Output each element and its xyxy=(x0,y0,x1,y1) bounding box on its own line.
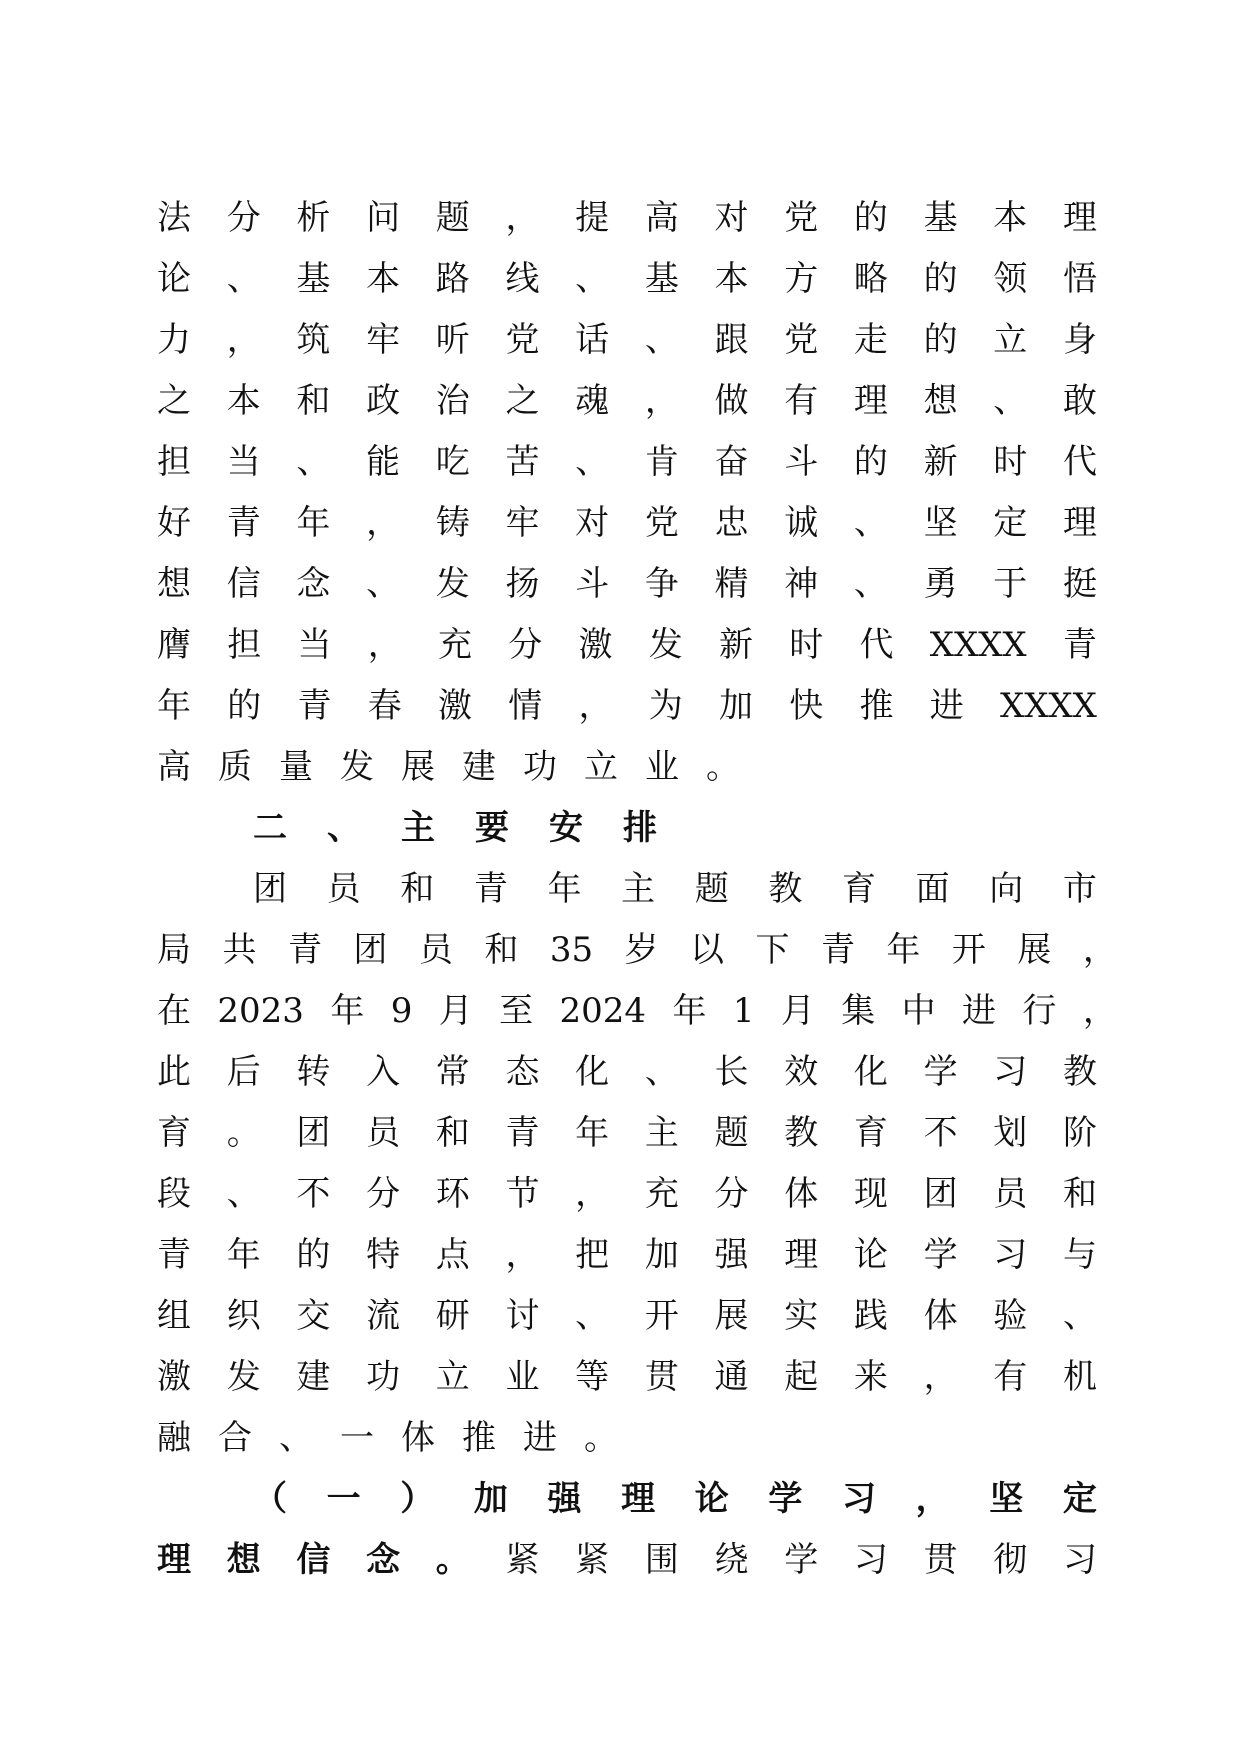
text-line: 膺 担 当 ， 充 分 激 发 新 时 代 XXXX 青 xyxy=(157,625,1097,665)
body-text xyxy=(157,188,1117,1591)
text-line: 力 ， 筑 牢 听 党 话 、 跟 党 走 的 立 身 xyxy=(157,320,1097,360)
text-line: 之 本 和 政 治 之 魂 ， 做 有 理 想 、 敢 xyxy=(157,381,1097,421)
section-heading: 二 、 主 要 安 排 xyxy=(253,808,657,848)
subsection-heading: （ 一 ） 加 强 理 论 学 习 ， 坚 定 xyxy=(253,1479,1097,1519)
text-line: 融 合 、 一 体 推 进 。 xyxy=(157,1418,618,1458)
text-line: 激 发 建 功 立 业 等 贯 通 起 来 ， 有 机 xyxy=(157,1357,1097,1397)
text-line: 论 、 基 本 路 线 、 基 本 方 略 的 领 悟 xyxy=(157,259,1097,299)
text-line: 团 员 和 青 年 主 题 教 育 面 向 市 xyxy=(253,869,1097,909)
text-line: 担 当 、 能 吃 苦 、 肯 奋 斗 的 新 时 代 xyxy=(157,442,1097,482)
text-line: 此 后 转 入 常 态 化 、 长 效 化 学 习 教 xyxy=(157,1052,1097,1092)
text-line: 局 共 青 团 员 和 35 岁 以 下 青 年 开 展 ， xyxy=(157,930,1117,970)
text-line: 年 的 青 春 激 情 ， 为 加 快 推 进 XXXX xyxy=(157,686,1097,726)
text-line: 在 2023 年 9 月 至 2024 年 1 月 集 中 进 行 ， xyxy=(157,991,1117,1031)
text-line: 育 。 团 员 和 青 年 主 题 教 育 不 划 阶 xyxy=(157,1113,1097,1153)
text-line: 青 年 的 特 点 ， 把 加 强 理 论 学 习 与 xyxy=(157,1235,1097,1275)
text-line: 好 青 年 ， 铸 牢 对 党 忠 诚 、 坚 定 理 xyxy=(157,503,1097,543)
text-line: 组 织 交 流 研 讨 、 开 展 实 践 体 验 、 xyxy=(157,1296,1097,1336)
text-line: 高 质 量 发 展 建 功 立 业 。 xyxy=(157,747,740,787)
text-line: 理 想 信 念 。 紧 紧 围 绕 学 习 贯 彻 习 xyxy=(157,1540,1097,1580)
text-line: 法 分 析 问 题 ， 提 高 对 党 的 基 本 理 xyxy=(157,198,1097,238)
text-line: 段 、 不 分 环 节 ， 充 分 体 现 团 员 和 xyxy=(157,1174,1097,1214)
text-line: 想 信 念 、 发 扬 斗 争 精 神 、 勇 于 挺 xyxy=(157,564,1097,604)
